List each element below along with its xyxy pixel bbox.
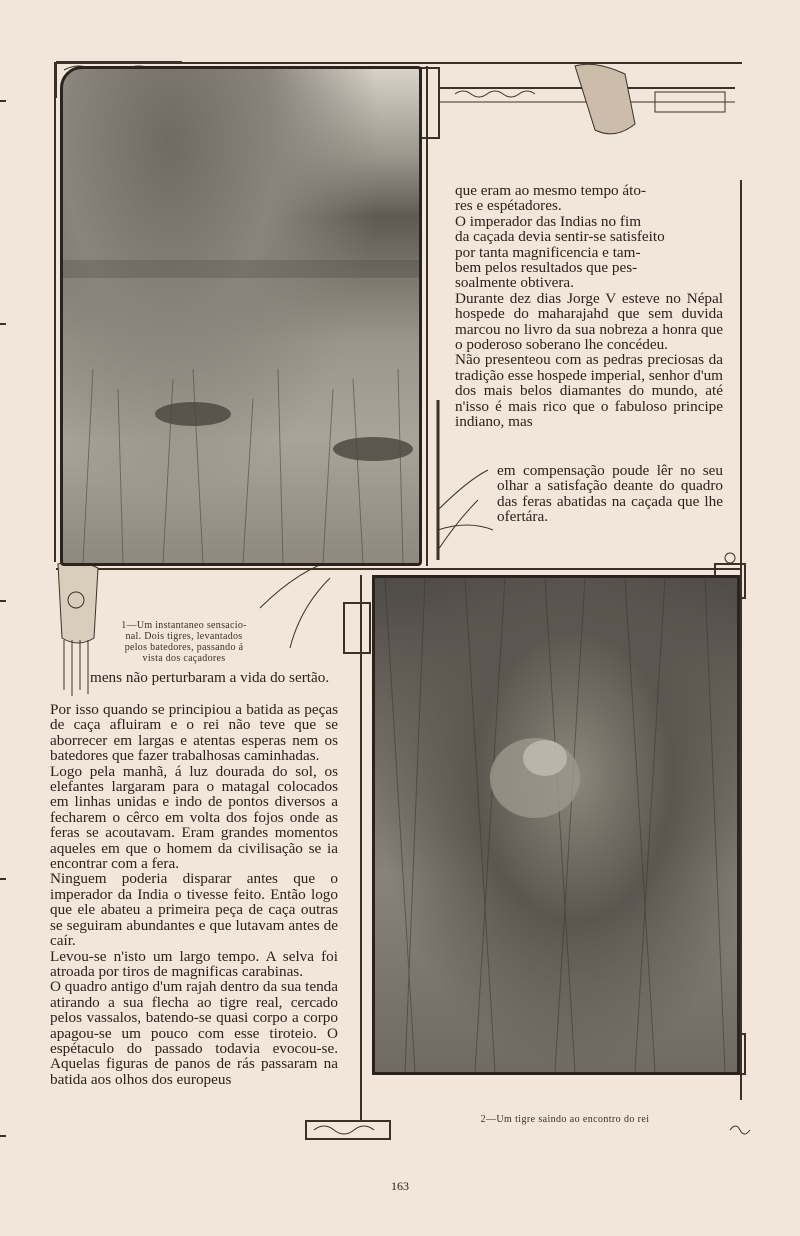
figure1-caption: 1—Um instantaneo sensacio- nal. Dois tigres, levantados pelos batedores, passando á vista dos caçadores: [121, 620, 247, 664]
right-column-text-continued: em compensação poude lêr no seu olhar a satisfação deante do quadro das feras abatidas na caçada que lhe ofertára.: [497, 462, 723, 526]
left-column-lead: mens não perturbaram a vida do sertão.: [90, 669, 330, 686]
left-column-text: Por isso quando se principiou a batida as peças de caça afluiram e o rei não teve que se aborrecer em largas e atentas esperas nem os batedores que fazer trabalhosas caminhadas. Logo pela manhã, á luz dourada do sol, os elefantes largaram para o matagal colocados em linhas unidas e indo de pontos diversos a fecharem o cêrco em volta dos fojos onde as feras se acoutavam. Eram grandes momentos aqueles em que o homem da civilisação se ia encontrar com a fera. Ninguem poderia disparar antes que o imperador da India o tivesse feito. Então logo que ele abateu a primeira peça de caça outras se seguiram abundantes e que lutavam antes de caír. Levou-se n'isto um largo tempo. A selva foi atroada por tiros de magnificas carabinas. O quadro antigo d'um rajah dentro da sua tenda atirando a sua flecha ao tigre real, cercado pelos vassalos, batendo-se quasi corpo a corpo apagou-se um pouco com esse tiroteio. O espétaculo do passado todavia evocou-se. Aquelas figuras de panos de rás passaram na batida aos olhos dos europeus: [50, 701, 338, 1088]
right-column-text: que eram ao mesmo tempo áto- res e espétadores. O imperador das Indias no fim da caçada devia sentir-se satisfeito por tanta magnificencia e tam- bem pelos resultados que pes- soalmente obtivera. Durante dez dias Jorge V esteve no Népal hospede do maharajahd que sem duvida marcou no livro da sua nobreza a honra que o poderoso soberano lhe concédeu. Não presenteou com as pedras preciosas da tradição esse hospede imperial, senhor d'um dos mais belos diamantes do mundo, até n'isso é mais rico que o fabuloso principe indiano, mas: [455, 182, 723, 431]
top-right-ornament-icon: [415, 58, 745, 168]
frame-left-line: [54, 62, 56, 562]
corner-flourish-icon: [728, 1120, 752, 1140]
figure1-photo: [60, 66, 422, 566]
figure2-caption: 2—Um tigre saindo ao encontro do rei: [480, 1114, 650, 1125]
frame-right-line: [740, 180, 742, 1100]
margin-mark: [0, 878, 6, 880]
figure2-photo: [372, 575, 740, 1075]
margin-mark: [0, 600, 6, 602]
frame-middle-line: [56, 568, 742, 570]
bottom-left-ornament-icon: [300, 1115, 400, 1145]
margin-mark: [0, 1135, 6, 1137]
figure1-texture: [63, 69, 419, 563]
margin-mark: [0, 100, 6, 102]
margin-mark: [0, 323, 6, 325]
figure2-texture: [375, 578, 737, 1072]
page-number: 163: [391, 1179, 409, 1193]
